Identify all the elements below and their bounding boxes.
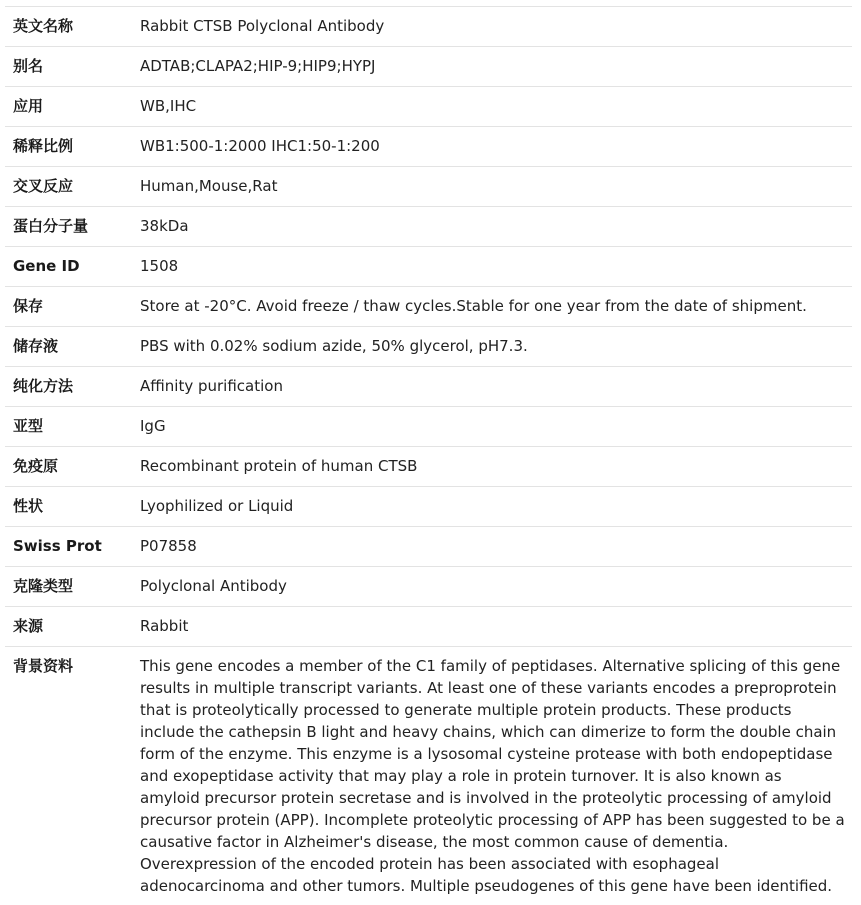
row-label: Gene ID: [5, 247, 140, 287]
spec-row-buffer: [5, 327, 852, 367]
row-label: 保存: [5, 287, 140, 327]
row-value: 38kDa: [140, 207, 852, 247]
row-value: Rabbit: [140, 607, 852, 647]
spec-row-gene-id: [5, 247, 852, 287]
spec-row-immunogen: [5, 447, 852, 487]
row-value: 1508: [140, 247, 852, 287]
row-label: 性状: [5, 487, 140, 527]
row-value: P07858: [140, 527, 852, 567]
spec-row-host: [5, 607, 852, 647]
row-label: 克隆类型: [5, 567, 140, 607]
row-label: 储存液: [5, 327, 140, 367]
row-label: 背景资料: [5, 647, 140, 905]
spec-row-storage: [5, 287, 852, 327]
product-spec-table: [5, 6, 852, 905]
row-label: 稀释比例: [5, 127, 140, 167]
row-value: WB1:500-1:2000 IHC1:50-1:200: [140, 127, 852, 167]
row-value: Affinity purification: [140, 367, 852, 407]
row-value: PBS with 0.02% sodium azide, 50% glycerol, pH7.3.: [140, 327, 852, 367]
row-value: ADTAB;CLAPA2;HIP-9;HIP9;HYPJ: [140, 47, 852, 87]
background-description: This gene encodes a member of the C1 family of peptidases. Alternative splicing of this gene results in multiple transcript variants. At least one of these variants encodes a preproprotein that is proteolytically processed to generate multiple protein products. These products include the cathepsin B light and heavy chains, which can dimerize to form the double chain form of the enzyme. This enzyme is a lysosomal cysteine protease with both endopeptidase and exopeptidase activity that may play a role in protein turnover. It is also known as amyloid precursor protein secretase and is involved in the proteolytic processing of amyloid precursor protein (APP). Incomplete proteolytic processing of APP has been suggested to be a causative factor in Alzheimer's disease, the most common cause of dementia. Overexpression of the encoded protein has been associated with esophageal adenocarcinoma and other tumors. Multiple pseudogenes of this gene have been identified.: [140, 647, 852, 905]
row-value: Human,Mouse,Rat: [140, 167, 852, 207]
spec-row-molecular-weight: [5, 207, 852, 247]
row-value: Recombinant protein of human CTSB: [140, 447, 852, 487]
row-value: IgG: [140, 407, 852, 447]
spec-row-dilution: [5, 127, 852, 167]
spec-row-clonality: [5, 567, 852, 607]
row-value: Lyophilized or Liquid: [140, 487, 852, 527]
row-label: 来源: [5, 607, 140, 647]
row-value: Store at -20°C. Avoid freeze / thaw cycles.Stable for one year from the date of shipment.: [140, 287, 852, 327]
row-value: Polyclonal Antibody: [140, 567, 852, 607]
row-label: 英文名称: [5, 7, 140, 47]
spec-row-application: [5, 87, 852, 127]
spec-row-background: [5, 647, 852, 905]
spec-row-alias: [5, 47, 852, 87]
row-label: 交叉反应: [5, 167, 140, 207]
spec-row-english-name: [5, 7, 852, 47]
row-label: 应用: [5, 87, 140, 127]
row-value: Rabbit CTSB Polyclonal Antibody: [140, 7, 852, 47]
row-label: 纯化方法: [5, 367, 140, 407]
row-label: 亚型: [5, 407, 140, 447]
spec-row-isotype: [5, 407, 852, 447]
spec-row-purification: [5, 367, 852, 407]
row-value: WB,IHC: [140, 87, 852, 127]
row-label: 蛋白分子量: [5, 207, 140, 247]
row-label: Swiss Prot: [5, 527, 140, 567]
row-label: 别名: [5, 47, 140, 87]
row-label: 免疫原: [5, 447, 140, 487]
spec-row-swiss-prot: [5, 527, 852, 567]
spec-row-reactivity: [5, 167, 852, 207]
spec-row-form: [5, 487, 852, 527]
